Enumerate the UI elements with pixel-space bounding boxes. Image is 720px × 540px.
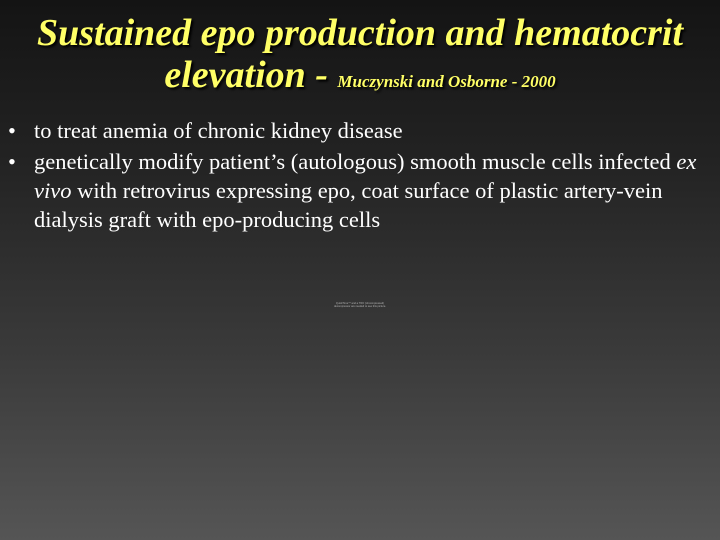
bullet-marker: • xyxy=(8,149,16,174)
slide-title xyxy=(0,12,720,103)
title-line-2 xyxy=(0,54,720,103)
bullet-text: to treat anemia of chronic kidney disease xyxy=(34,118,403,143)
title-citation: Muczynski and Osborne - 2000 xyxy=(337,72,556,91)
bullet-marker: • xyxy=(8,118,16,143)
image-placeholder: QuickTime™ and a TIFF (Uncompressed) decompressor are needed to see this picture. xyxy=(333,302,387,309)
bullet-item xyxy=(8,116,698,145)
bullet-text-part: genetically modify patient’s (autologous) smooth muscle cells infected xyxy=(34,149,677,174)
bullet-item xyxy=(8,147,698,234)
title-main-text: elevation - xyxy=(164,54,338,96)
title-line-1: Sustained epo production and hematocrit xyxy=(36,12,684,54)
bullet-text-italic: ex vivo xyxy=(34,149,697,203)
bullet-text-part: with retrovirus expressing epo, coat surface of plastic artery-vein dialysis graft with epo-producing cells xyxy=(34,178,663,232)
bullet-list xyxy=(8,116,698,236)
